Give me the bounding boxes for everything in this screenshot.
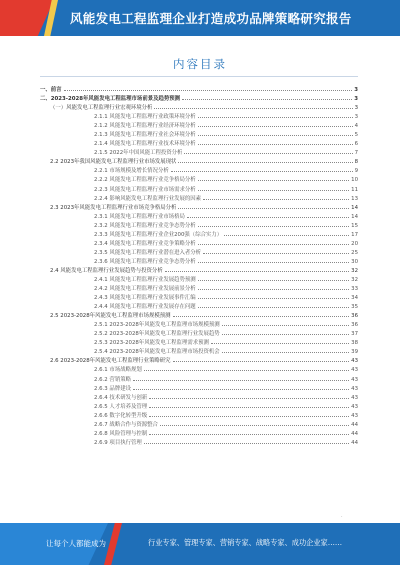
toc-entry[interactable] [40,156,358,165]
toc-entry-label: 2.1.5 2022年中国风能工程投资分析 [94,150,183,157]
toc-entry[interactable] [40,129,358,138]
toc-entry-page: 43 [351,376,358,383]
toc-entry-label: 2.5.3 2023-2028年风能发电工程监理需求预测 [94,340,209,347]
toc-entry-label: 2.1.4 风能发电工程监理行业技术环境分析 [94,141,196,148]
toc-entry-page: 8 [354,159,358,166]
toc-entry-label: 2.2 2023年我国风能发电工程监理行业市场发展现状 [50,159,177,166]
toc-entry-page: 10 [351,177,358,184]
toc-entry-label: 2.6.1 市场战略规划 [94,367,142,374]
toc-entry-page: 20 [351,240,358,247]
toc-entry-label: 2.3.3 风能发电工程监理行业企业200强（综合实力） [94,231,223,238]
toc-entry-page: 15 [351,222,358,229]
toc-entry-page: 43 [351,403,358,410]
toc-entry[interactable] [40,193,358,202]
toc-leader-dots [184,147,352,154]
toc-entry-label: 2.3.2 风能发电工程监理行业竞争态势分析 [94,222,196,229]
toc-leader-dots [198,274,349,281]
toc-leader-dots [198,283,349,290]
toc-entry-label: 2.4.4 风能发电工程监理行业发展存在问题 [94,304,196,311]
toc-entry[interactable] [40,392,358,401]
toc-entry[interactable] [40,265,358,274]
toc-leader-dots [149,410,349,417]
toc-leader-dots [165,265,349,272]
toc-entry-page: 3 [354,105,358,112]
toc-leader-dots [203,193,349,200]
toc-entry-page: 43 [351,394,358,401]
toc-entry-page: 13 [351,195,358,202]
toc-entry-page: 3 [354,96,358,103]
toc-leader-dots [198,238,349,245]
toc-entry-label: 2.2.2 风能发电工程监理行业竞争格局分析 [94,177,196,184]
toc-leader-dots [198,120,353,127]
toc-leader-dots [222,328,349,335]
toc-leader-dots [173,355,350,362]
toc-entry-label: 2.2.4 影响风能发电工程监理行业发展的因素 [94,195,202,202]
toc-entry-page: 43 [351,358,358,365]
toc-entry-page: 4 [354,123,358,130]
page-marker: · [341,514,343,520]
toc-entry-page: 3 [354,114,358,121]
toc-leader-dots [133,374,349,381]
toc-leader-dots [182,93,352,100]
toc-leader-dots [198,256,349,263]
toc-entry[interactable] [40,383,358,392]
toc-leader-dots [149,428,349,435]
toc-entry-page: 32 [351,267,358,274]
toc-leader-dots [222,319,349,326]
toc-entry-label: 2.6 2023-2028年风能发电工程监理行业策略研究 [50,358,171,365]
toc-entry-page: 25 [351,249,358,256]
toc-entry-label: 2.6.2 营销策略 [94,376,131,383]
toc-entry[interactable] [40,256,358,265]
toc-leader-dots [149,392,349,399]
toc-entry[interactable] [40,174,358,183]
toc-entry-label: 2.6.4 技术研发与创新 [94,394,148,401]
footer-tagline: 行业专家、管理专家、营销专家、战略专家、成功企业家…… [148,538,343,547]
toc-entry-label: 2.1.3 风能发电工程监理行业社会环境分析 [94,132,196,139]
toc-entry-page: 17 [351,231,358,238]
toc-entry-label: 2.5 2023-2028年风能发电工程监理市场规模预测 [50,313,171,320]
toc-entry[interactable] [40,93,358,102]
toc-entry-label: 2.4.2 风能发电工程监理行业发展前景分析 [94,286,196,293]
toc-entry[interactable] [40,337,358,346]
toc-leader-dots [211,337,349,344]
toc-entry-label: 2.6.5 人才培养及管理 [94,403,148,410]
toc-entry-page: 7 [354,150,358,157]
toc-entry-page: 43 [351,385,358,392]
footer-red-stripe [104,523,122,565]
toc-entry[interactable] [40,355,358,364]
toc-entry-label: 2.3 2023年风能发电工程监理行业市场竞争格局分析 [50,204,177,211]
toc-entry-label: 2.5.1 2023-2028年风能发电工程监理市场规模预测 [94,322,220,329]
toc-entry[interactable] [40,301,358,310]
toc-entry-page: 5 [354,132,358,139]
toc-entry[interactable] [40,102,358,111]
toc-leader-dots [222,346,349,353]
toc-entry-label: 二、2023-2028年风能发电工程监理市场前景及趋势预测 [40,96,181,103]
toc-entry[interactable] [40,346,358,355]
toc-entry[interactable] [40,120,358,129]
toc-entry[interactable] [40,401,358,410]
toc-entry[interactable] [40,410,358,419]
toc-leader-dots [144,437,349,444]
toc-entry-label: 2.2.1 市场规模及增长情况分析 [94,168,169,175]
toc-entry-label: 2.3.5 风能发电工程监理行业潜在进入者分析 [94,249,202,256]
toc-leader-dots [171,165,353,172]
toc-entry-label: 2.6.7 战略合作与资源整合 [94,421,158,428]
table-of-contents [40,84,358,446]
toc-entry[interactable] [40,238,358,247]
toc-entry[interactable] [40,138,358,147]
toc-entry-page: 11 [351,186,358,193]
toc-entry[interactable] [40,147,358,156]
toc-entry-page: 32 [351,276,358,283]
toc-entry-page: 35 [351,304,358,311]
toc-leader-dots [198,292,349,299]
toc-leader-dots [224,229,349,236]
toc-entry-page: 14 [351,213,358,220]
toc-entry-label: 2.1.1 风能发电工程监理行业政策环境分析 [94,114,196,121]
toc-leader-dots [198,129,353,136]
toc-entry-page: 14 [351,204,358,211]
toc-entry-label: 2.1.2 风能发电工程监理行业经济环境分析 [94,123,196,130]
toc-entry-page: 43 [351,412,358,419]
toc-leader-dots [203,247,349,254]
toc-entry-label: 一、前言 [40,87,62,93]
toc-leader-dots [198,138,353,145]
toc-entry[interactable] [40,184,358,193]
toc-heading: 内容目录 [173,57,227,71]
toc-entry-page: 44 [351,421,358,428]
toc-entry[interactable] [40,84,358,93]
report-header-banner [0,0,400,36]
toc-leader-dots [173,310,350,317]
toc-entry-page: 9 [354,168,358,175]
toc-entry-page: 44 [351,439,358,446]
footer-slogan: 让每个人都能成为 [46,539,106,548]
toc-entry[interactable] [40,328,358,337]
toc-leader-dots [198,301,349,308]
toc-entry-label: 2.4.3 风能发电工程监理行业发展事件汇编 [94,295,196,302]
toc-entry-page: 44 [351,430,358,437]
toc-entry[interactable] [40,220,358,229]
toc-entry-label: 2.3.4 风能发电工程监理行业竞争策略分析 [94,240,196,247]
toc-leader-dots [187,211,349,218]
footer-banner [0,523,400,565]
toc-entry-label: 2.6.9 项目执行管理 [94,439,142,446]
toc-leader-dots [149,401,349,408]
toc-entry-page: 43 [351,367,358,374]
toc-leader-dots [133,383,349,390]
toc-entry[interactable] [40,283,358,292]
toc-entry[interactable] [40,310,358,319]
toc-entry[interactable] [40,419,358,428]
toc-entry-label: 2.5.2 2023-2028年风能发电工程监理行业发展趋势 [94,331,220,338]
toc-leader-dots [198,111,353,118]
toc-divider [40,76,358,77]
toc-entry-page: 39 [351,349,358,356]
toc-entry-page: 38 [351,340,358,347]
toc-entry[interactable] [40,247,358,256]
report-title: 风能发电工程监理企业打造成功品牌策略研究报告 [70,11,352,26]
toc-entry-label: 2.4.1 风能发电工程监理行业发展趋势预测 [94,276,196,283]
toc-entry[interactable] [40,437,358,446]
toc-entry-label: 2.3.6 风能发电工程监理行业竞争态势分析 [94,258,196,265]
toc-entry-label: 2.6.6 数字化转型升级 [94,412,148,419]
toc-entry-label: 2.4 风能发电工程监理行业发展趋势与投资分析 [50,267,163,274]
toc-entry-page: 6 [354,141,358,148]
toc-entry-page: 3 [354,87,358,93]
toc-leader-dots [154,102,352,109]
toc-leader-dots [178,156,352,163]
toc-leader-dots [198,174,349,181]
toc-entry-label: 2.3.1 风能发电工程监理行业市场格局 [94,213,185,220]
toc-entry[interactable] [40,229,358,238]
toc-entry-label: 2.6.3 品牌建设 [94,385,131,392]
toc-entry[interactable] [40,202,358,211]
toc-leader-dots [198,184,349,191]
toc-leader-dots [160,419,349,426]
toc-entry-page: 36 [351,313,358,320]
toc-leader-dots [144,364,349,371]
toc-entry-page: 33 [351,286,358,293]
toc-entry-page: 36 [351,322,358,329]
toc-leader-dots [198,220,349,227]
toc-entry-label: 2.5.4 2023-2028年风能发电工程监理市场投资机会 [94,349,220,356]
toc-entry-label: 2.6.8 风险管理与控制 [94,430,148,437]
toc-entry-page: 34 [351,295,358,302]
toc-leader-dots [64,84,353,91]
toc-entry-label: 2.2.3 风能发电工程监理行业市场需求分析 [94,186,196,193]
toc-leader-dots [178,202,349,209]
toc-entry[interactable] [40,428,358,437]
toc-entry-label: （一）风能发电工程监理行业宏观环境分析 [50,105,153,112]
toc-entry-page: 30 [351,258,358,265]
toc-entry-page: 37 [351,331,358,338]
toc-entry[interactable] [40,374,358,383]
toc-entry[interactable] [40,292,358,301]
